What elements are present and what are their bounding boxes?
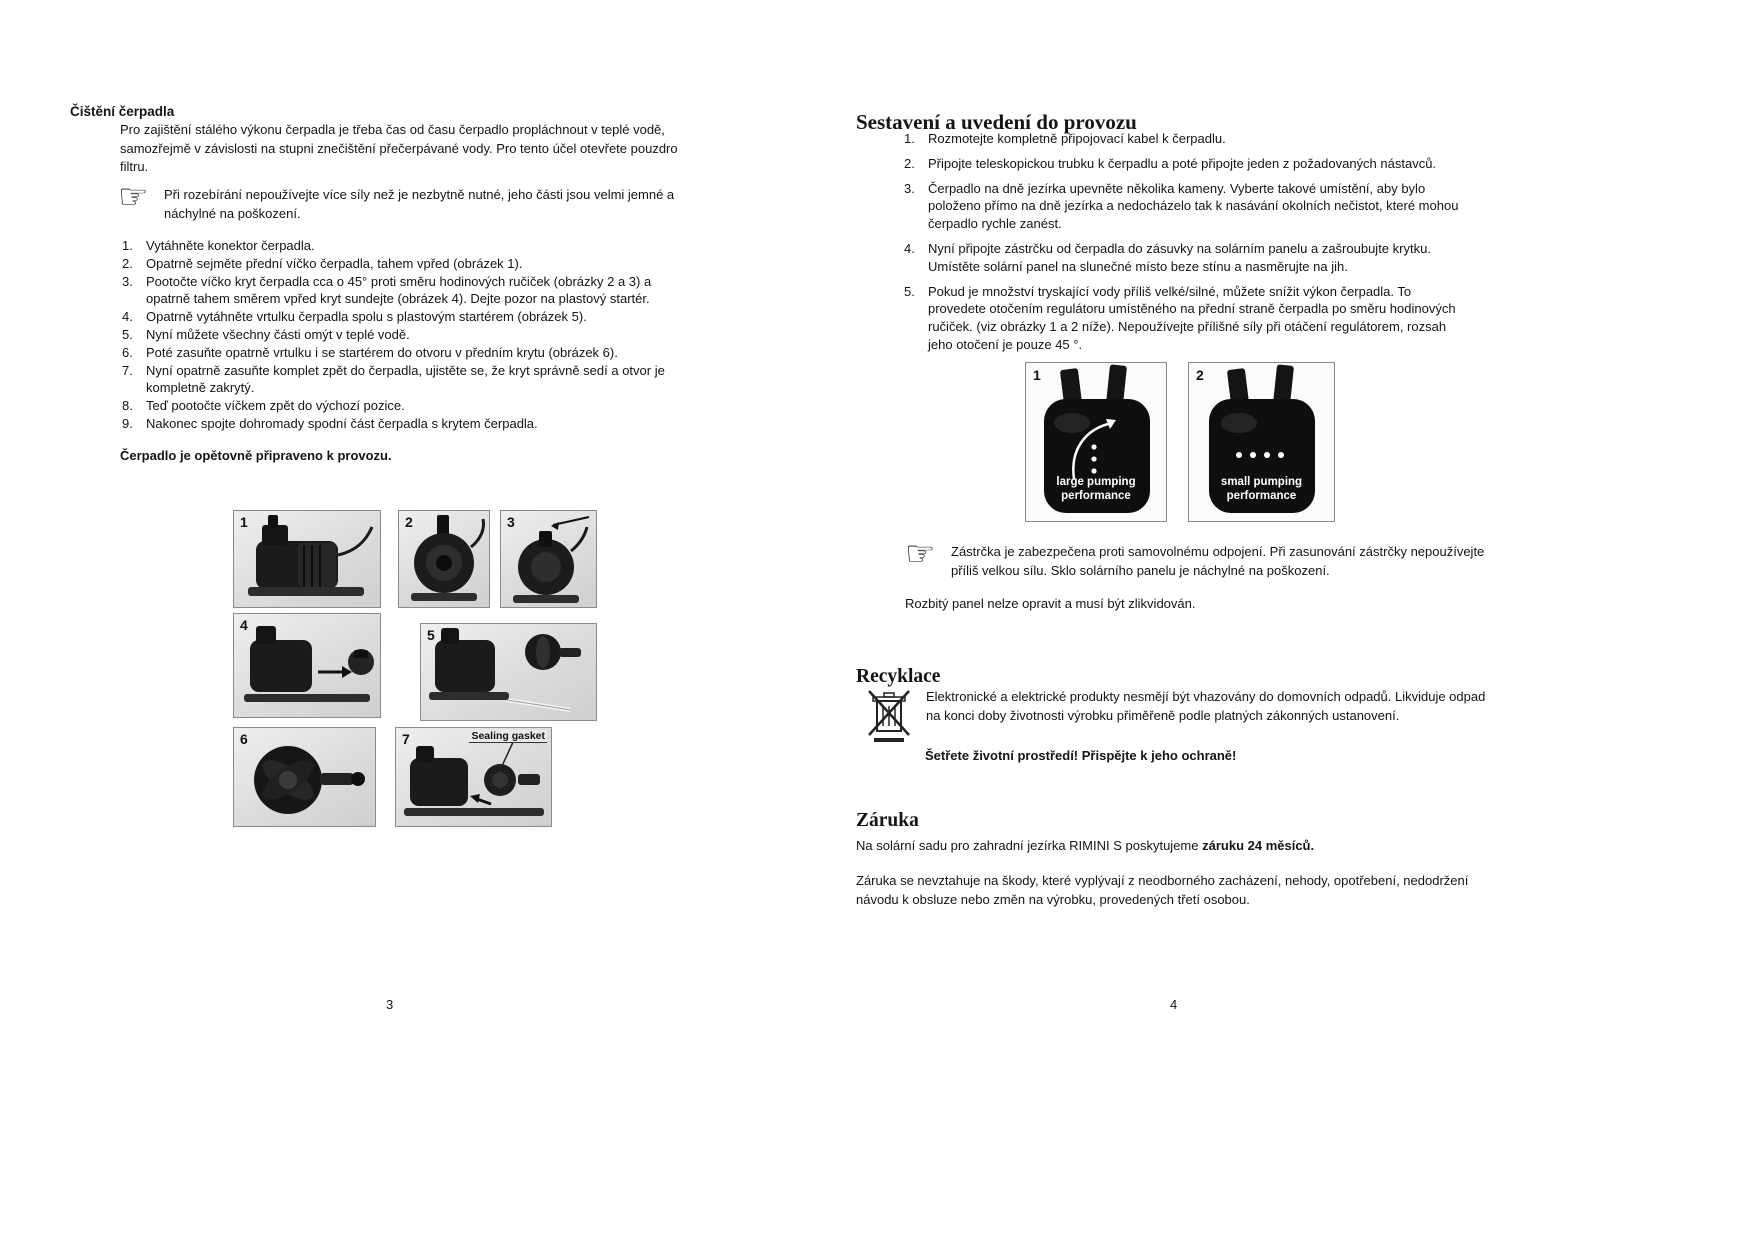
figure-small-performance	[1188, 362, 1335, 522]
pump-photo-drawing	[234, 511, 380, 607]
setup-step: Připojte teleskopickou trubku k čerpadlu a poté připojte jeden z požadovaných nástavců.	[928, 155, 1437, 171]
figure-4-pump-photo	[233, 613, 381, 718]
warranty-exclusions: Záruka se nevztahuje na škody, které vyplývají z neodborného zacházení, nehody, opotřebení, nedodržení návodu k obsluze nebo změn na výrobku, provedených třetí osobou.	[856, 873, 1469, 907]
figure-caption: large pumping performance	[1056, 476, 1136, 502]
figure-number: 6	[240, 731, 248, 747]
cleaning-step: Nakonec spojte dohromady spodní část čerpadla s krytem čerpadla.	[146, 415, 538, 431]
impeller-photo-drawing	[234, 728, 375, 826]
cleaning-step: Pootočte víčko kryt čerpadla cca o 45° proti směru hodinových ručiček (obrázky 2 a 3) a opatrně tahem směrem vpřed kryt sundejte (obrázek 4). Dejte pozor na plastový startér.	[146, 273, 652, 307]
figure-number: 2	[405, 514, 413, 530]
setup-step: Čerpadlo na dně jezírka upevněte několika kameny. Vyberte takové umístění, aby bylo položeno přímo na dně jezírka a nedocházelo tak k nasávání okolních nečistot, které mohou čerpadlo rychle zanést.	[928, 180, 1459, 232]
cleaning-step: Nyní opatrně zasuňte komplet zpět do čerpadla, ujistěte se, že kryt správně sedí a otvor je kompletně zakrytý.	[146, 362, 665, 396]
figure-number: 7	[402, 731, 410, 747]
warranty-statement	[856, 838, 1501, 853]
pump-ready-statement: Čerpadlo je opětovně připraveno k provozu.	[120, 448, 392, 463]
figure-2-pump-photo	[398, 510, 490, 608]
cleaning-step: Vytáhněte konektor čerpadla.	[146, 238, 315, 253]
broken-panel-statement: Rozbitý panel nelze opravit a musí být zlikvidován.	[905, 596, 1196, 611]
pointing-hand-icon: ☞	[905, 535, 936, 573]
warranty-duration-text: záruku 24 měsíců.	[1202, 838, 1315, 853]
recycling-heading: Recyklace	[856, 666, 941, 688]
figure-3-pump-photo	[500, 510, 597, 608]
pump-photo-drawing	[421, 624, 596, 720]
weee-crossed-bin-icon	[866, 688, 926, 749]
figure-large-performance	[1025, 362, 1167, 522]
right-page-heading: Sestavení a uvedení do provozu	[856, 110, 1137, 135]
left-note-text: Při rozebírání nepoužívejte více síly než je nezbytně nutné, jeho části jsou velmi jemné a náchylné na poškození.	[164, 187, 675, 221]
right-note-text: Zástrčka je zabezpečena proti samovolnému odpojení. Při zasunování zástrčky nepoužívejte příliš velkou sílu. Sklo solárního panelu je náchylné na poškození.	[951, 544, 1485, 578]
recycling-text: Elektronické a elektrické produkty nesmějí být vhazovány do domovních odpadů. Likviduje odpad na konci doby životnosti výrobku přiměřeně podle platných zákonných ustanovení.	[926, 689, 1486, 723]
left-note	[118, 178, 683, 223]
pump-photo-drawing	[501, 511, 596, 607]
left-page-heading: Čištění čerpadla	[70, 104, 175, 120]
figure-number: 1	[1033, 367, 1041, 383]
cleaning-step: Nyní můžete všechny části omýt v teplé vodě.	[146, 326, 410, 342]
left-intro-paragraph: Pro zajištění stálého výkonu čerpadla je třeba čas od času čerpadlo propláchnout v teplé vodě, samozřejmě v závislosti na stupni znečištění přečerpávané vody. Pro tento účel otevřete pouzdro filtru.	[120, 122, 678, 174]
environment-appeal: Šetřete životní prostředí! Přispějte k jeho ochraně!	[925, 748, 1237, 763]
figure-6-impeller-photo	[233, 727, 376, 827]
warranty-heading: Záruka	[856, 810, 919, 832]
figure-number: 5	[427, 627, 435, 643]
cleaning-step: Teď pootočte víčkem zpět do výchozí pozice.	[146, 398, 405, 414]
sealing-gasket-label: Sealing gasket	[471, 730, 545, 742]
figure-number: 1	[240, 514, 248, 530]
figure-number: 2	[1196, 367, 1204, 383]
setup-steps-list	[904, 130, 1466, 361]
figure-5-pump-photo	[420, 623, 597, 721]
recycling-block	[866, 688, 1496, 749]
cleaning-step: Opatrně sejměte přední víčko čerpadla, tahem vpřed (obrázek 1).	[146, 255, 523, 271]
cleaning-steps-list	[122, 237, 687, 433]
figure-7-pump-photo	[395, 727, 552, 827]
setup-step: Nyní připojte zástrčku od čerpadla do zásuvky na solárním panelu a zašroubujte krytku. Umístěte solární panel na slunečné místo beze stínu a nasměrujte na jih.	[928, 240, 1431, 274]
figure-1-pump-photo	[233, 510, 381, 608]
warranty-lead-text: Na solární sadu pro zahradní jezírka RIMINI S poskytujeme	[856, 838, 1199, 853]
figure-number: 4	[240, 617, 248, 633]
right-page-number: 4	[1170, 997, 1178, 1012]
cleaning-step: Poté zasuňte opatrně vrtulku i se startérem do otvoru v předním krytu (obrázek 6).	[146, 344, 618, 360]
figure-number: 3	[507, 514, 515, 530]
setup-step: Pokud je množství tryskající vody příliš velké/silné, můžete snížit výkon čerpadla. To provedete otočením regulátoru umístěného na přední straně čerpadla po směru hodinových ručiček. (viz obrázky 1 a 2 níže). Nepoužívejte přílišné síly při otáčení regulátorem, rozsah jeho otočení je pouze 45 °.	[928, 283, 1456, 352]
pointing-hand-icon: ☞	[118, 178, 149, 216]
figure-caption: small pumping performance	[1220, 476, 1303, 502]
right-note	[905, 535, 1505, 580]
cleaning-step: Opatrně vytáhněte vrtulku čerpadla spolu s plastovým startérem (obrázek 5).	[146, 309, 587, 325]
left-page-number: 3	[386, 997, 394, 1012]
pump-photo-drawing	[234, 614, 380, 717]
setup-step: Rozmotejte kompletně připojovací kabel k čerpadlu.	[928, 131, 1226, 146]
